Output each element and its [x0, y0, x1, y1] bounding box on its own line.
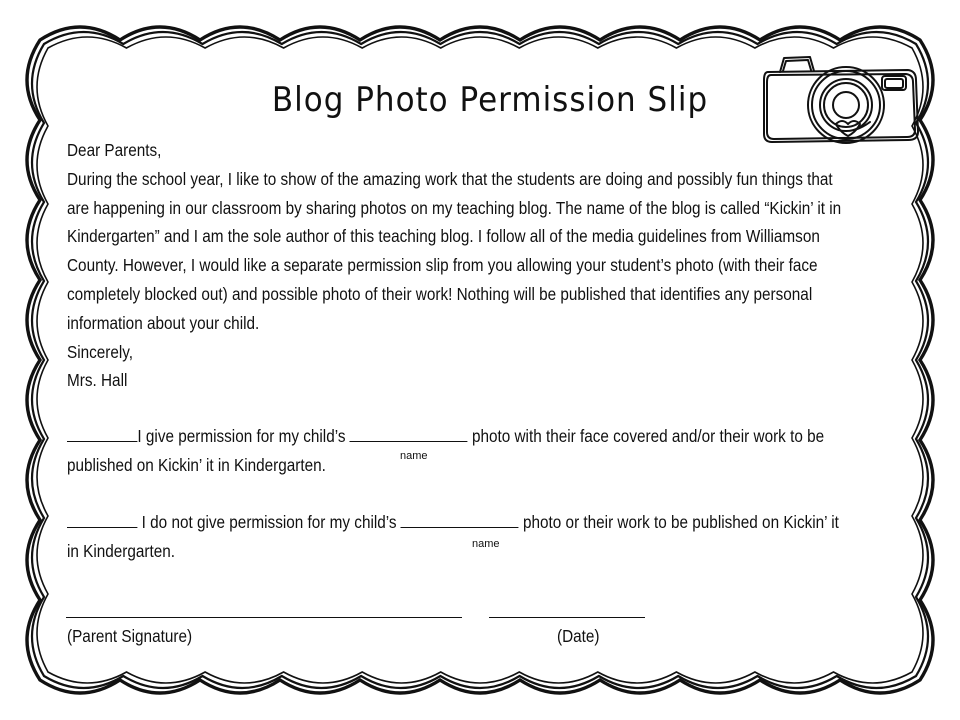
letter-line: During the school year, I like to show of the amazing work that the students are doing and possibly fun things that: [67, 168, 833, 189]
letter-line: County. However, I would like a separate permission slip from you allowing your student’s photo (with their face: [67, 255, 818, 276]
permission-deny-text: I do not give permission for my child’s: [141, 512, 397, 532]
letter-signature: Mrs. Hall: [67, 370, 128, 391]
permission-give-option: [67, 422, 925, 480]
page-title: Blog Photo Permission Slip: [271, 80, 709, 120]
permission-deny-option: [67, 508, 925, 566]
permission-give-text: I give permission for my child’s: [137, 426, 346, 446]
child-name-field[interactable]: [401, 509, 519, 528]
permission-give-mark-field[interactable]: [67, 423, 137, 442]
parent-signature-field[interactable]: [66, 617, 462, 618]
permission-give-text: published on Kickin’ it in Kindergarten.: [67, 455, 326, 475]
letter-closing: Sincerely,: [67, 341, 134, 362]
letter-line: are happening in our classroom by sharing photos on my teaching blog. The name of the blog is called “Kickin’ it in: [67, 197, 842, 218]
letter-greeting: Dear Parents,: [67, 140, 162, 160]
parent-signature-label: (Parent Signature): [67, 626, 193, 646]
letter-body: [67, 136, 925, 395]
permission-deny-mark-field[interactable]: [67, 509, 137, 528]
permission-give-text: photo with their face covered and/or their work to be: [471, 426, 825, 446]
letter-line: Kindergarten” and I am the sole author of this teaching blog. I follow all of the media guidelines from Williamson: [67, 226, 820, 247]
letter-line: information about your child.: [67, 312, 260, 333]
permission-deny-text: in Kindergarten.: [67, 541, 176, 561]
date-label: (Date): [557, 626, 600, 646]
camera-icon: [758, 50, 928, 150]
name-caption: name: [472, 538, 500, 550]
permission-deny-text: photo or their work to be published on Kickin’ it: [523, 512, 839, 532]
letter-line: completely blocked out) and possible photo of their work! Nothing will be published that identifies any personal: [67, 283, 813, 304]
name-caption: name: [400, 450, 428, 462]
child-name-field[interactable]: [350, 423, 468, 442]
date-field[interactable]: [489, 617, 645, 618]
